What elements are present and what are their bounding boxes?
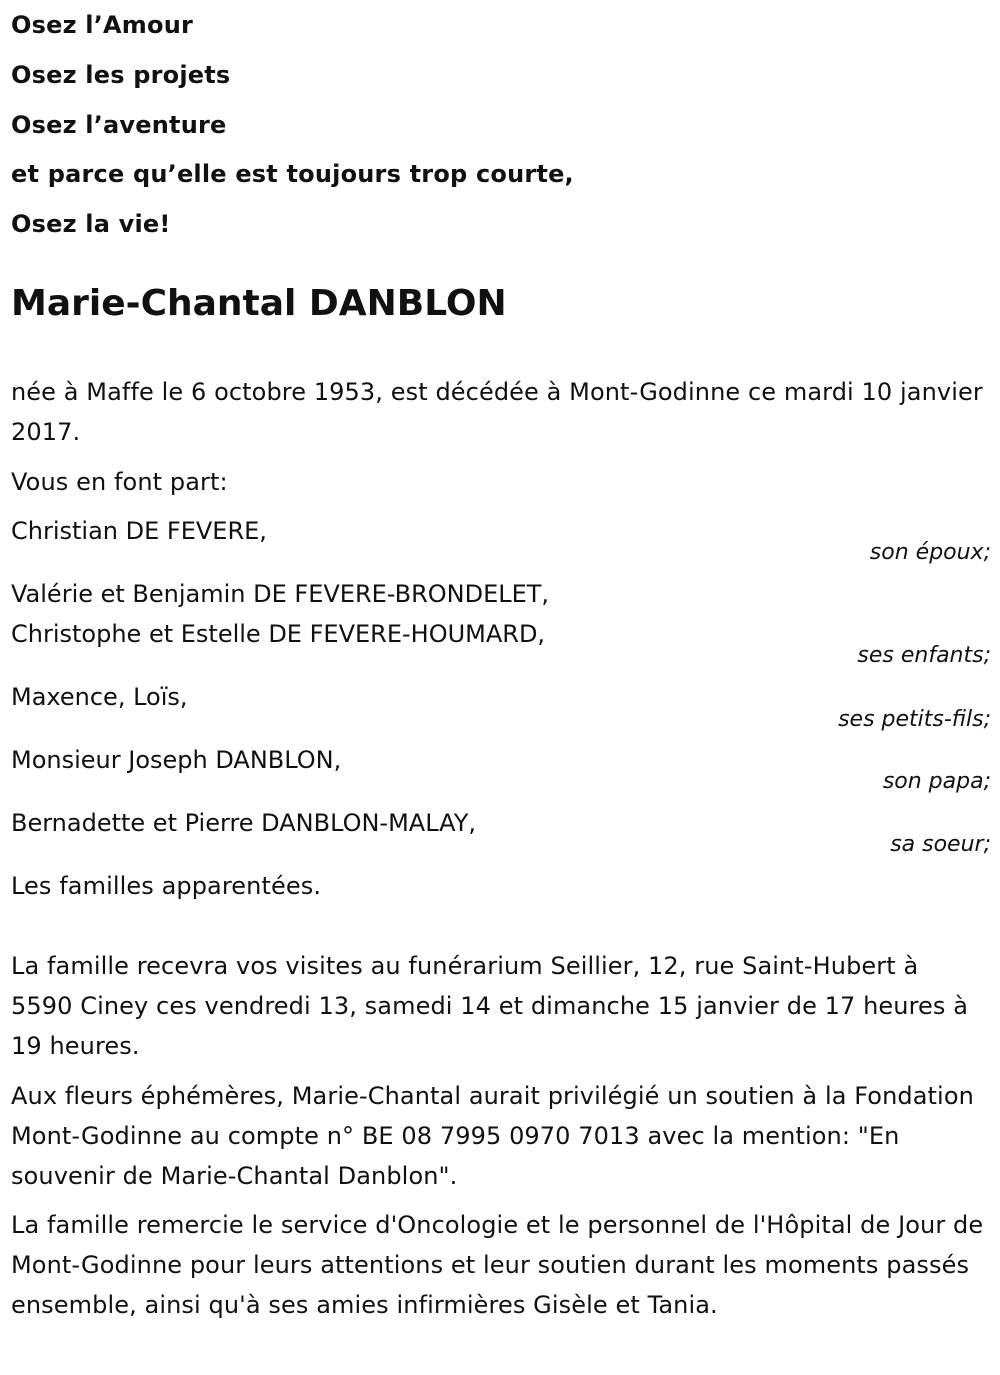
families-text: Les familles apparentées. [11,872,322,900]
relative-children-name-1: Valérie et Benjamin DE FEVERE-BRONDELET, [11,580,550,608]
relative-children-role: ses enfants; [857,643,991,668]
announcement-intro: Vous en font part: [11,468,228,496]
donations-text: Aux fleurs éphémères, Marie-Chantal aurait privilégié un soutien à la Fondation Mont-Godinne au compte n° BE 08 7995 0970 7013 avec la mention: "En souvenir de Marie-Chantal Danblon". [11,1082,974,1190]
relative-children-name-2: Christophe et Estelle DE FEVERE-HOUMARD, [11,620,546,648]
relative-father-role: son papa; [882,769,991,794]
thanks-text: La famille remercie le service d'Oncologie et le personnel de l'Hôpital de Jour de Mont-Godinne pour leurs attentions et leur soutien durant les moments passés ensemble, ainsi qu'à ses amies infirmières Gisèle et Tania. [11,1211,984,1319]
poem-line-2: Osez les projets [11,61,231,89]
relative-grandchildren-role: ses petits-fils; [838,707,991,732]
birth-death-text: née à Maffe le 6 octobre 1953, est décédée à Mont-Godinne ce mardi 10 janvier 2017. [11,378,983,446]
relative-spouse-name: Christian DE FEVERE, [11,517,267,545]
poem-line-1: Osez l’Amour [11,11,194,39]
poem-line-4: et parce qu’elle est toujours trop courte, [11,160,574,188]
relative-sister-name: Bernadette et Pierre DANBLON-MALAY, [11,809,476,837]
poem-line-3: Osez l’aventure [11,111,227,139]
relative-sister-role: sa soeur; [890,832,991,857]
visits-text: La famille recevra vos visites au funérarium Seillier, 12, rue Saint-Hubert à 5590 Ciney ces vendredi 13, samedi 14 et dimanche 15 janvier de 17 heures à 19 heures. [11,952,969,1060]
relative-spouse-role: son époux; [869,540,991,565]
poem-line-5: Osez la vie! [11,210,171,238]
relative-father-name: Monsieur Joseph DANBLON, [11,746,342,774]
deceased-name: Marie-Chantal DANBLON [11,283,507,324]
relative-grandchildren-name: Maxence, Loïs, [11,683,188,711]
